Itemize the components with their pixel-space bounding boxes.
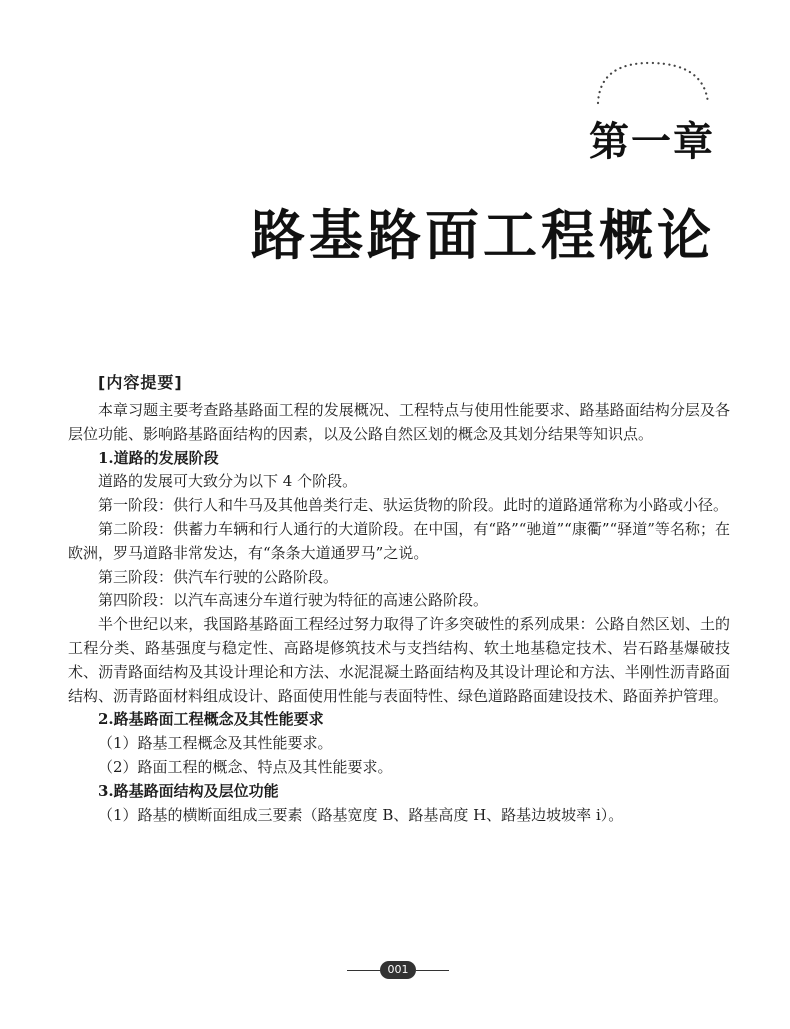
paragraph: （1）路基工程概念及其性能要求。 (98, 734, 333, 753)
paragraph: 半个世纪以来，我国路基路面工程经过努力取得了许多突破性的系列成果：公路自然区划、土的工程分类、路基强度与稳定性、高路堤修筑技术与支挡结构、软土地基稳定技术、岩石路基爆破技术、沥青路面结构及其设计理论和方法、水泥混凝土路面结构及其设计理论和方法、半刚性沥青路面结构、沥青路面材料组成设计、路面使用性能与表面特性、绿色道路路面建设技术、路面养护管理。 (68, 615, 730, 705)
footer-rule-left (347, 970, 380, 971)
page-footer (0, 960, 790, 982)
footer-rule-right (416, 970, 449, 971)
section-heading: 3.路基路面结构及层位功能 (98, 781, 279, 800)
page-number: 001 (380, 961, 416, 979)
paragraph: （2）路面工程的概念、特点及其性能要求。 (98, 757, 393, 776)
paragraph: 第二阶段：供蓄力车辆和行人通行的大道阶段。在中国，有“路”“驰道”“康衢”“驿道”等名称；在欧洲，罗马道路非常发达，有“条条大道通罗马”之说。 (68, 519, 730, 562)
paragraph-intro: 本章习题主要考查路基路面工程的发展概况、工程特点与使用性能要求、路基路面结构分层及各层位功能、影响路基路面结构的因素，以及公路自然区划的概念及其划分结果等知识点。 (68, 401, 730, 443)
chapter-body (68, 370, 730, 827)
paragraph: 第三阶段：供汽车行驶的公路阶段。 (98, 567, 339, 586)
paragraph: 第四阶段：以汽车高速分车道行驶为特征的高速公路阶段。 (98, 591, 489, 610)
paragraph: 第一阶段：供行人和牛马及其他兽类行走、驮运货物的阶段。此时的道路通常称为小路或小径。 (98, 496, 729, 515)
paragraph: （1）路基的横断面组成三要素（路基宽度 B、路基高度 H、路基边坡坡率 i）。 (98, 805, 624, 824)
decorative-dotted-arc (0, 0, 790, 120)
chapter-title: 路基路面工程概论 (251, 204, 715, 267)
chapter-number: 第一章 (589, 119, 715, 165)
paragraph: 道路的发展可大致分为以下 4 个阶段。 (98, 472, 358, 491)
section-heading: 1.道路的发展阶段 (98, 448, 219, 467)
summary-heading: [内容提要] (98, 373, 183, 392)
section-heading: 2.路基路面工程概念及其性能要求 (98, 710, 324, 729)
